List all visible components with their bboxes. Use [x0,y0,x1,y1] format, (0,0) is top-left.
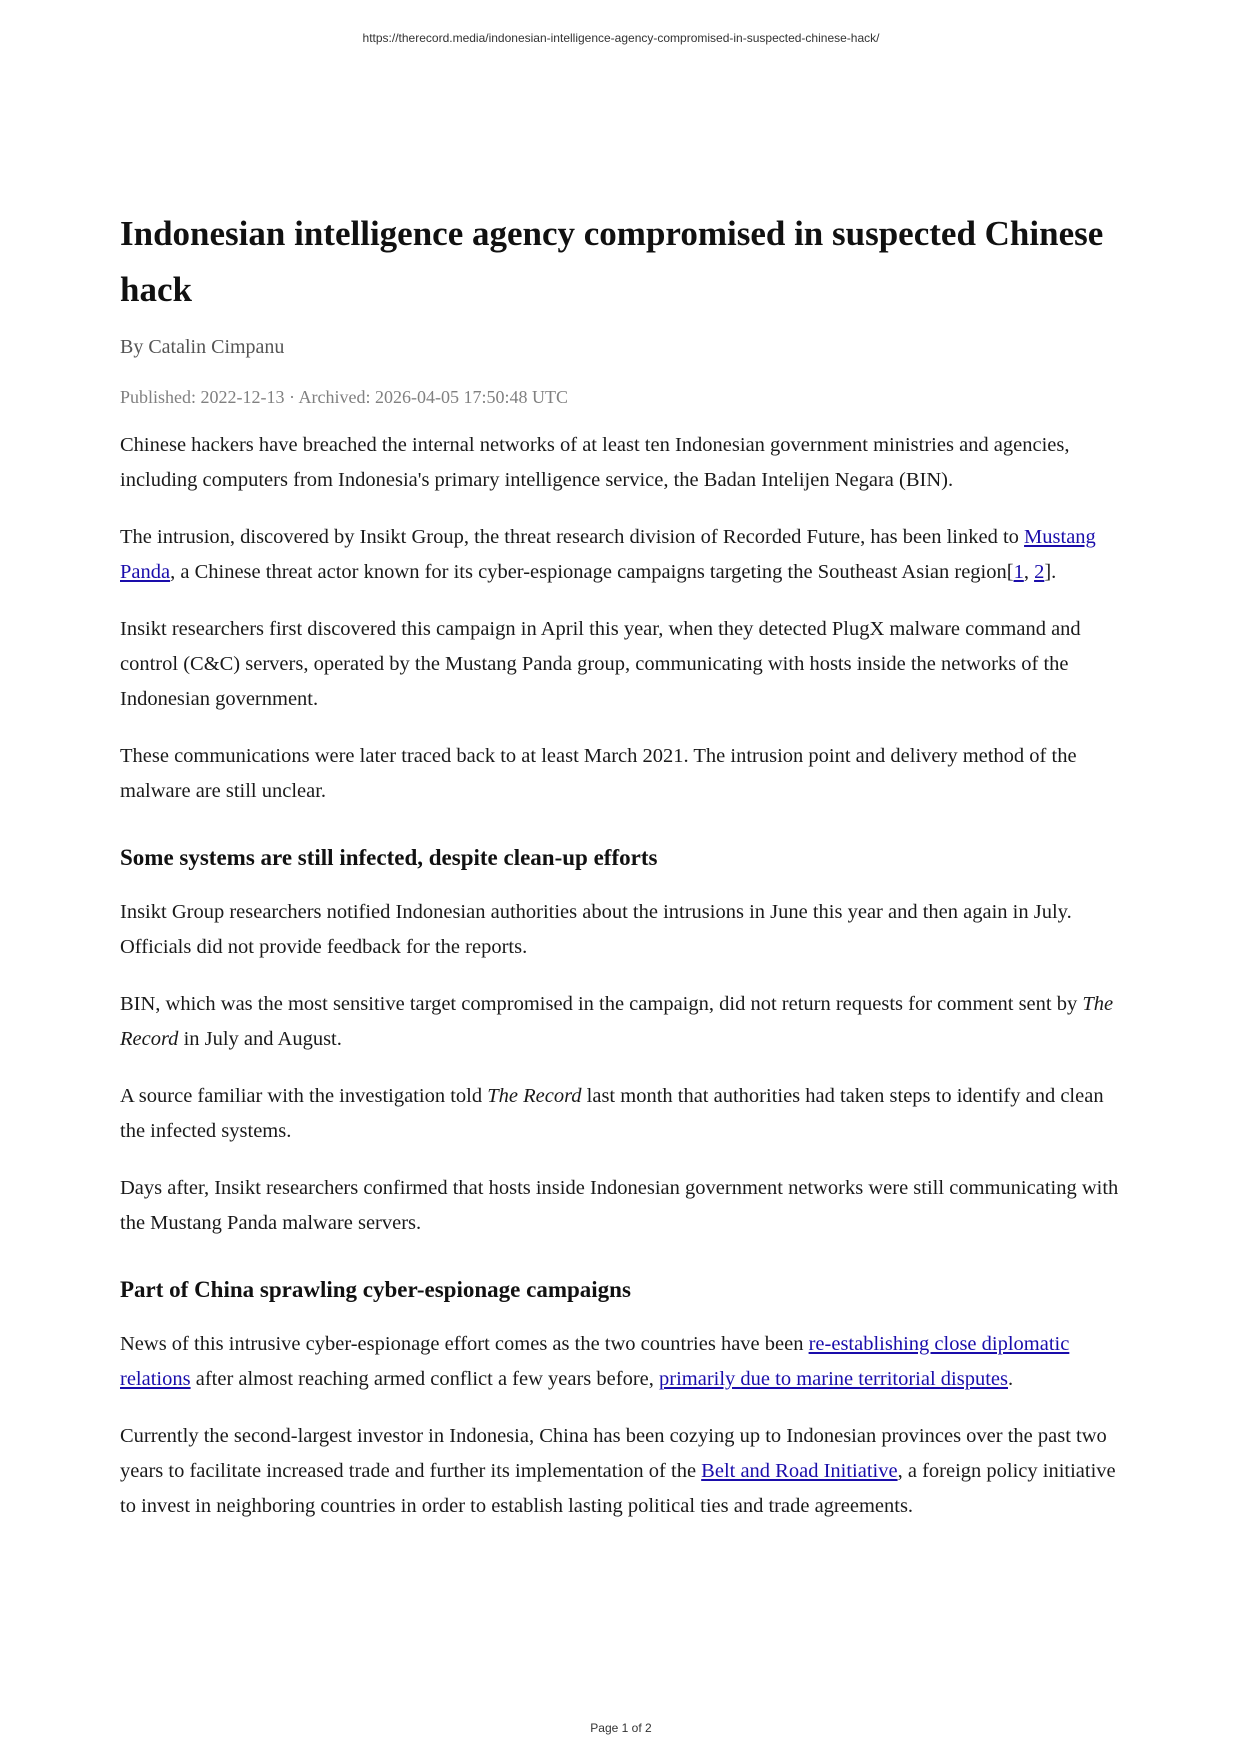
publication-name: The Record [120,993,1114,1050]
paragraph-7 [120,1079,1130,1149]
paragraph-4: These communications were later traced back to at least March 2021. The intrusion point and delivery method of the malware are still unclear. [120,745,1077,802]
territorial-disputes-link[interactable]: primarily due to marine territorial disputes [659,1368,1008,1390]
article-title: Indonesian intelligence agency compromised in suspected Chinese hack [120,214,1104,309]
paragraph-5: Insikt Group researchers notified Indonesian authorities about the intrusions in June this year and then again in July. Officials did not provide feedback for the reports. [120,901,1072,958]
paragraph-6 [120,987,1130,1057]
paragraph-9-end: . [1008,1368,1014,1390]
section-heading-infected: Some systems are still infected, despite clean-up efforts [120,845,658,870]
reference-close: ]. [1044,561,1057,583]
paragraph-6-text: BIN, which was the most sensitive target compromised in the campaign, did not return requests for comment sent by [120,993,1083,1015]
diplomatic-relations-link[interactable]: re-establishing close diplomatic relations [120,1333,1070,1390]
paragraph-1: Chinese hackers have breached the internal networks of at least ten Indonesian government ministries and agencies, including computers from Indonesia's primary intelligence service, the Badan Intelijen Negara (BIN). [120,434,1070,491]
reference-separator: , [1023,561,1035,583]
section-heading-china-campaigns: Part of China sprawling cyber-espionage campaigns [120,1277,631,1302]
page-url-header: https://therecord.media/indonesian-intelligence-agency-compromised-in-suspected-chinese-hack/ [362,31,880,45]
paragraph-2 [120,520,1130,590]
paragraph-9 [120,1327,1130,1397]
publication-name: The Record [487,1085,582,1107]
paragraph-10-text-after: , a foreign policy initiative to invest in neighboring countries in order to establish lasting political ties and trade agreements. [120,1460,1116,1517]
paragraph-2-text: The intrusion, discovered by Insikt Group, the threat research division of Recorded Future, has been linked to [120,526,1025,548]
paragraph-8: Days after, Insikt researchers confirmed that hosts inside Indonesian government networks were still communicating with the Mustang Panda malware servers. [120,1177,1119,1234]
paragraph-2-text-after: , a Chinese threat actor known for its cyber-espionage campaigns targeting the Southeast Asian region[ [170,561,1014,583]
paragraph-10 [120,1419,1130,1524]
paragraph-7-text-after: last month that authorities had taken steps to identify and clean the infected systems. [120,1085,1104,1142]
reference-link-1[interactable]: 1 [1013,561,1024,583]
belt-and-road-link[interactable]: Belt and Road Initiative [701,1460,898,1482]
paragraph-10-text: Currently the second-largest investor in Indonesia, China has been cozying up to Indonesian provinces over the past two years to facilitate increased trade and further its implementation of the [120,1425,1107,1482]
article-byline: By Catalin Cimpanu [120,336,285,358]
article [120,206,1130,1546]
paragraph-9-text: News of this intrusive cyber-espionage effort comes as the two countries have been [120,1333,809,1355]
paragraph-6-text-after: in July and August. [178,1028,342,1050]
mustang-panda-link[interactable]: Mustang Panda [120,526,1096,583]
paragraph-9-text-middle: after almost reaching armed conflict a few years before, [190,1368,660,1390]
paragraph-7-text: A source familiar with the investigation told [120,1085,488,1107]
reference-link-2[interactable]: 2 [1034,561,1045,583]
article-meta: Published: 2022-12-13 · Archived: 2026-04-05 17:50:48 UTC [120,387,568,407]
page-number: Page 1 of 2 [590,1721,652,1735]
paragraph-3: Insikt researchers first discovered this campaign in April this year, when they detected PlugX malware command and control (C&C) servers, operated by the Mustang Panda group, communicating with hosts inside the networks of the Indonesian government. [120,618,1081,710]
